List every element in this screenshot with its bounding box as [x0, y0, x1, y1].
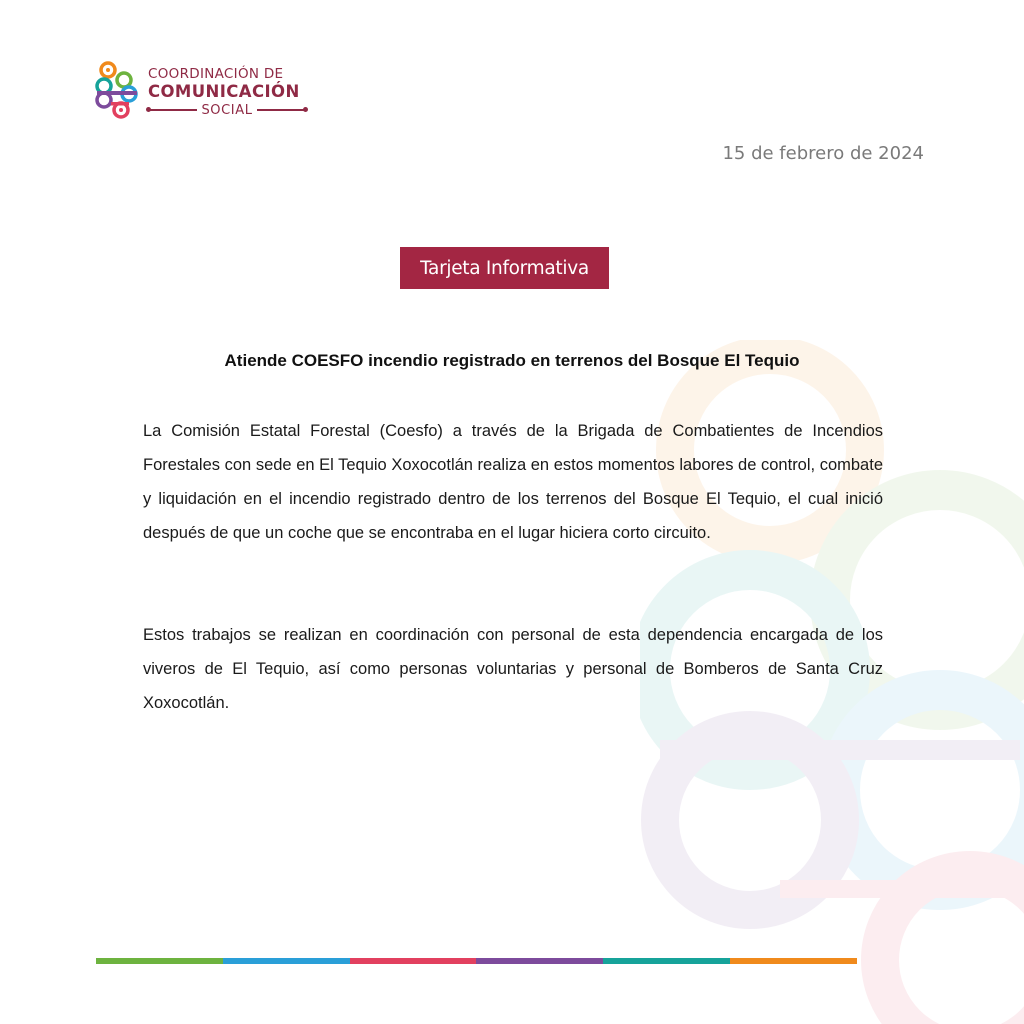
logo-line-coordinacion: COORDINACIÓN DE	[148, 66, 284, 82]
stripe-segment-purple	[476, 958, 603, 964]
logo-word-social: SOCIAL	[201, 102, 253, 118]
article-headline: Atiende COESFO incendio registrado en terrenos del Bosque El Tequio	[224, 351, 800, 370]
organization-logo	[94, 58, 334, 124]
logo-line-social	[148, 102, 306, 118]
stripe-segment-pink	[350, 958, 477, 964]
stripe-segment-blue	[223, 958, 350, 964]
logo-wordmark	[148, 66, 338, 118]
document-type-badge: Tarjeta Informativa	[400, 247, 609, 289]
footer-color-stripe	[96, 958, 857, 964]
logo-divider-right	[257, 109, 306, 111]
document-date: 15 de febrero de 2024	[722, 143, 924, 164]
article-paragraph-2: Estos trabajos se realizan en coordinación con personal de esta dependencia encargada de los viveros de El Tequio, así como personas voluntarias y personal de Bomberos de Santa Cruz Xoxocotlán.	[143, 626, 883, 712]
stripe-segment-green	[96, 958, 223, 964]
stripe-segment-teal	[603, 958, 730, 964]
logo-line-comunicacion: COMUNICACIÓN	[148, 82, 300, 101]
article-paragraph-1: La Comisión Estatal Forestal (Coesfo) a través de la Brigada de Combatientes de Incendios Forestales con sede en El Tequio Xoxocotlán realiza en estos momentos labores de control, combate y liquidación en el incendio registrado dentro de los terrenos del Bosque El Tequio, el cual inició después de que un coche que se encontraba en el lugar hiciera corto circuito.	[143, 422, 883, 542]
stripe-segment-orange	[730, 958, 857, 964]
logo-mark-icon	[94, 58, 140, 122]
logo-divider-left	[148, 109, 197, 111]
